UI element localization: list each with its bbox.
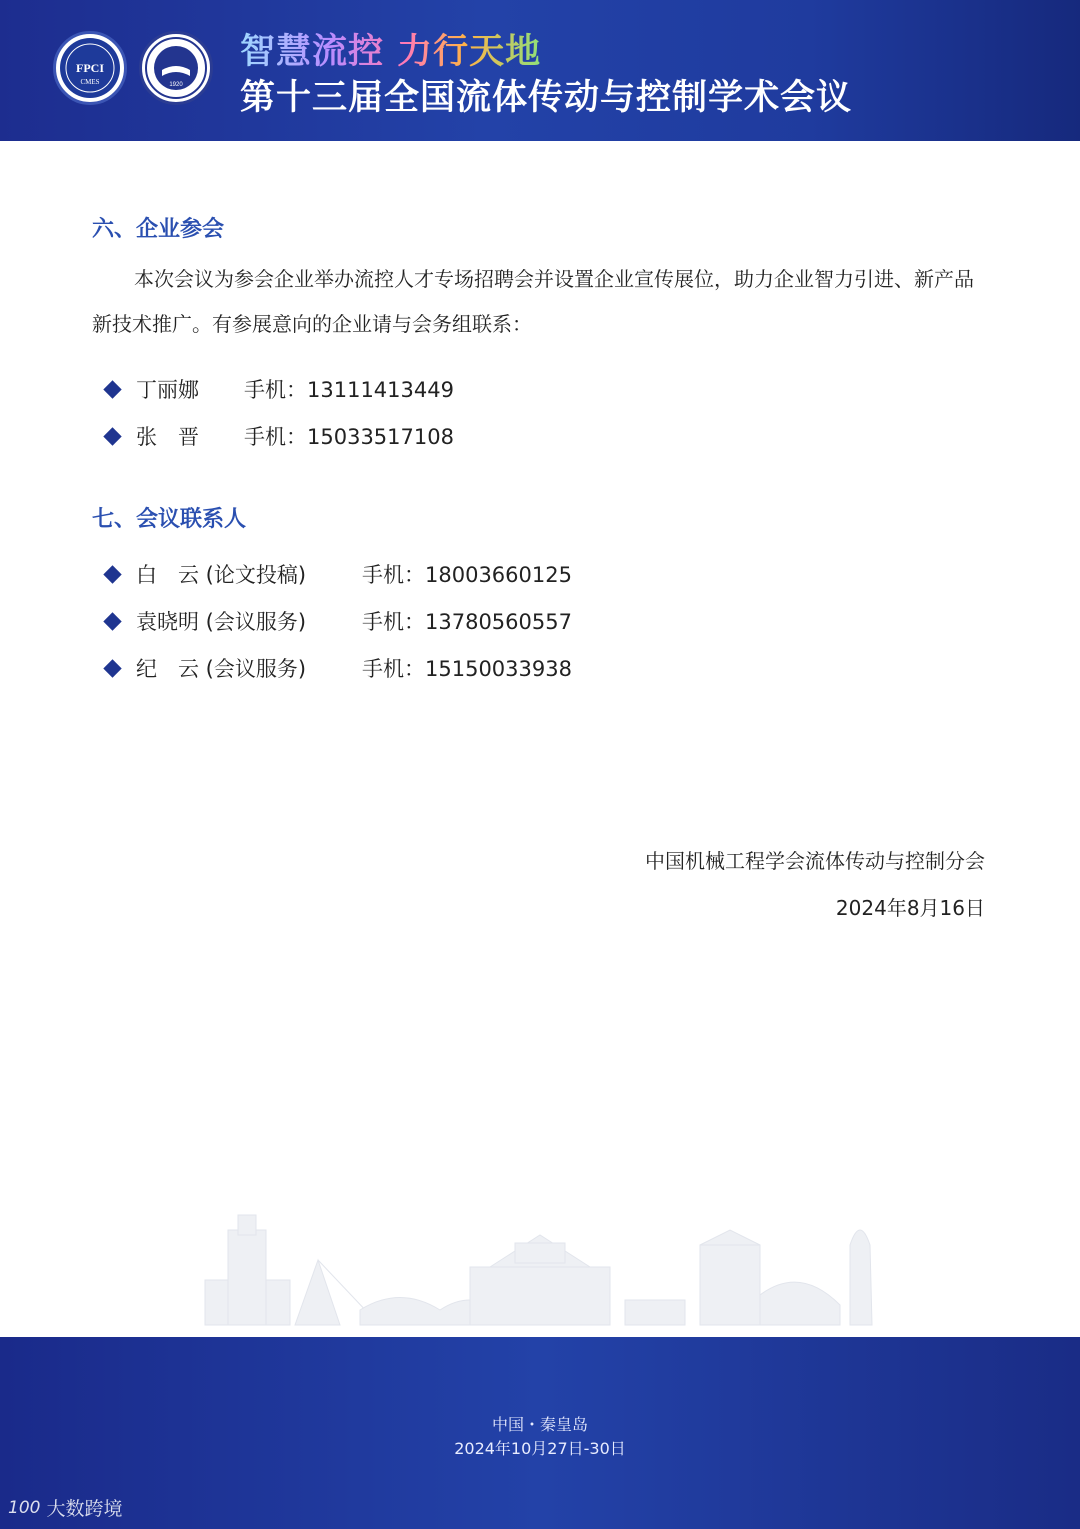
contact-phone: 手机：13111413449	[244, 378, 454, 402]
conference-title: 第十三届全国流体传动与控制学术会议	[240, 78, 853, 118]
contact-phone: 手机：15033517108	[244, 425, 454, 449]
diamond-bullet-icon	[103, 612, 121, 630]
contact-phone: 手机：15150033938	[362, 657, 572, 681]
footer-banner	[0, 1337, 1080, 1529]
section-title-enterprise: 六、企业参会	[92, 217, 225, 242]
section-title-contacts: 七、会议联系人	[92, 507, 247, 532]
contact-row	[103, 606, 572, 636]
contact-row	[103, 421, 454, 451]
contact-name: 纪 云 (会议服务)	[136, 657, 307, 681]
contact-name: 白 云 (论文投稿)	[136, 563, 307, 587]
footer-dates: 2024年10月27日-30日	[454, 1439, 626, 1458]
contact-phone: 手机：13780560557	[362, 610, 572, 634]
enterprise-paragraph-text: 本次会议为参会企业举办流控人才专场招聘会并设置企业宣传展位，助力企业智力引进、新产品新技术推广。有参展意向的企业请与会务组联系：	[92, 267, 974, 336]
watermark-text: 大数跨境	[46, 1498, 123, 1520]
contact-row	[103, 374, 454, 404]
diamond-bullet-icon	[103, 565, 121, 583]
diamond-bullet-icon	[103, 659, 121, 677]
watermark	[8, 1494, 122, 1521]
svg-text:CMES: CMES	[80, 78, 100, 86]
diamond-bullet-icon	[103, 380, 121, 398]
enterprise-paragraph	[92, 257, 992, 347]
diamond-bullet-icon	[103, 427, 121, 445]
svg-text:1920: 1920	[169, 82, 183, 88]
signature-organization: 中国机械工程学会流体传动与控制分会	[645, 849, 985, 873]
contact-phone: 手机：18003660125	[362, 563, 572, 587]
contact-name: 袁晓明 (会议服务)	[136, 610, 307, 634]
svg-text:FPCI: FPCI	[76, 61, 104, 75]
footer-location: 中国・秦皇岛	[491, 1415, 588, 1434]
cmes-fpci-logo	[53, 31, 127, 105]
conference-slogan: 智慧流控 力行天地	[240, 24, 541, 74]
header-banner	[0, 0, 1080, 141]
contact-name: 张 晋	[136, 425, 199, 449]
city-skyline-illustration	[200, 1205, 900, 1330]
signature-date: 2024年8月16日	[835, 896, 985, 920]
contact-row	[103, 559, 572, 589]
watermark-logo-icon: 100	[8, 1497, 41, 1518]
contact-name: 丁丽娜	[136, 378, 199, 402]
contact-row	[103, 653, 572, 683]
university-logo	[139, 31, 213, 105]
